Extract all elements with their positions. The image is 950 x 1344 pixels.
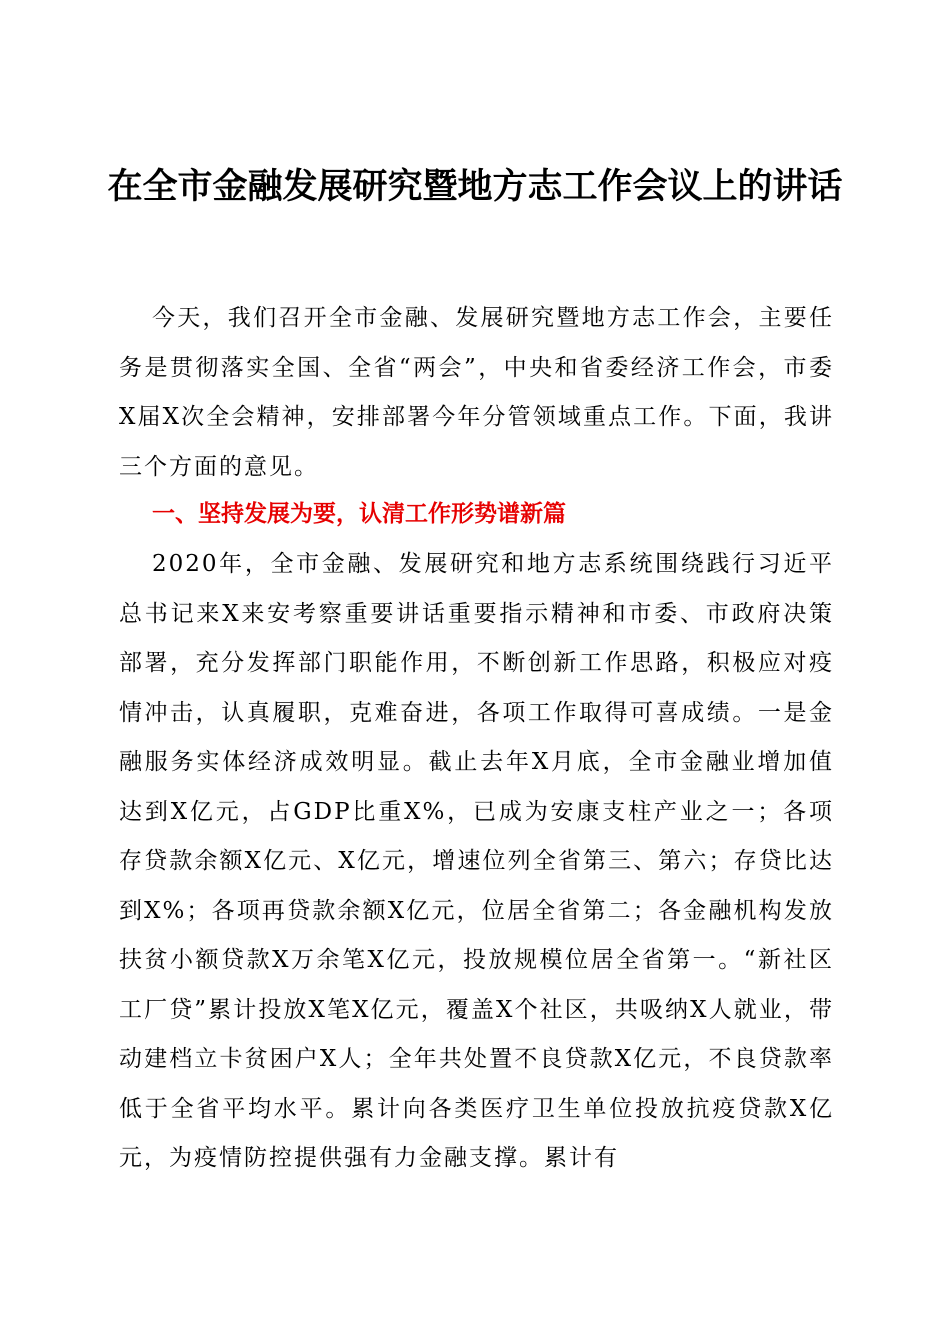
section-body-paragraph: 2020年，全市金融、发展研究和地方志系统围绕践行习近平总书记来X来安考察重要讲话重要指示精神和市委、市政府决策部署，充分发挥部门职能作用，不断创新工作思路，积极应对疫情冲击，认真履职，克难奋进，各项工作取得可喜成绩。一是金融服务实体经济成效明显。截止去年X月底，全市金融业增加值达到X亿元，占GDP比重X%，已成为安康支柱产业之一；各项存贷款余额X亿元、X亿元，增速位列全省第三、第六；存贷比达到X%；各项再贷款余额X亿元，位居全省第二；各金融机构发放扶贫小额贷款X万余笔X亿元，投放规模位居全省第一。“新社区工厂贷”累计投放X笔X亿元，覆盖X个社区，共吸纳X人就业，带动建档立卡贫困户X人；全年共处置不良贷款X亿元，不良贷款率低于全省平均水平。累计向各类医疗卫生单位投放抗疫贷款X亿元，为疫情防控提供强有力金融支撑。累计有 (119, 551, 834, 1171)
intro-paragraph: 今天，我们召开全市金融、发展研究暨地方志工作会，主要任务是贯彻落实全国、全省“两会”，中央和省委经济工作会，市委X届X次全会精神，安排部署今年分管领域重点工作。下面，我讲三个方面的意见。 (119, 305, 834, 480)
document-title: 在全市金融发展研究暨地方志工作会议上的讲话 (107, 166, 843, 207)
section-heading: 一、坚持发展为要，认清工作形势谱新篇 (152, 501, 566, 527)
